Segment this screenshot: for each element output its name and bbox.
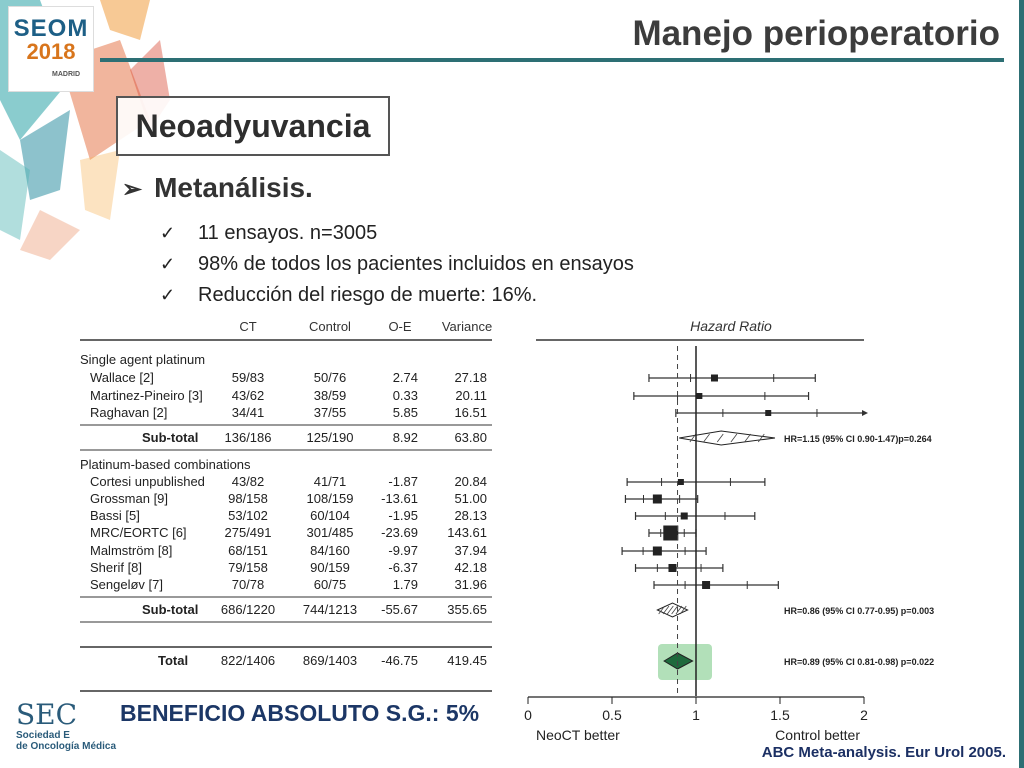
row-label: Martinez-Pineiro [3] bbox=[90, 388, 203, 403]
logo-line2: 2018 bbox=[26, 39, 76, 64]
cell-control: 60/104 bbox=[310, 508, 350, 523]
cell-control: 869/1403 bbox=[302, 653, 358, 668]
logo-line1: SEOM bbox=[13, 15, 89, 42]
cell-variance: 16.51 bbox=[454, 405, 487, 420]
cell-ct: 98/158 bbox=[228, 491, 268, 506]
cell-ct: 53/102 bbox=[228, 508, 268, 523]
column-header-ct: CT bbox=[239, 319, 257, 334]
column-header-oe: O-E bbox=[388, 319, 412, 334]
cell-control: 37/55 bbox=[313, 405, 347, 420]
point-estimate-square bbox=[653, 547, 662, 556]
cell-ct: 136/186 bbox=[224, 430, 272, 445]
logo-line3: MADRID bbox=[52, 71, 80, 78]
cell-variance: 31.96 bbox=[454, 577, 487, 592]
point-estimate-square bbox=[696, 393, 702, 399]
cell-ct: 59/83 bbox=[231, 370, 265, 385]
sec-logo-title: SEC bbox=[16, 698, 78, 731]
absolute-benefit-label: BENEFICIO ABSOLUTO S.G.: 5% bbox=[120, 700, 480, 726]
chart-title: Hazard Ratio bbox=[690, 318, 772, 334]
point-estimate-square bbox=[711, 375, 718, 382]
cell-oe: 8.92 bbox=[392, 430, 418, 445]
point-estimate-square bbox=[702, 581, 710, 589]
cell-control: 84/160 bbox=[310, 543, 350, 558]
point-estimate-square bbox=[678, 479, 684, 485]
cell-variance: 20.84 bbox=[454, 474, 487, 489]
subtotal-diamond bbox=[679, 431, 775, 445]
checkmark-icon: ✓ bbox=[160, 223, 176, 243]
row-label: Malmström [8] bbox=[90, 543, 173, 558]
cell-oe: -46.75 bbox=[381, 653, 418, 668]
cell-oe: -1.87 bbox=[388, 474, 418, 489]
row-label: MRC/EORTC [6] bbox=[90, 525, 187, 540]
cell-variance: 28.13 bbox=[454, 508, 487, 523]
cell-oe: -23.69 bbox=[381, 525, 418, 540]
total-hr-text: HR=0.89 (95% CI 0.81-0.98) p=0.022 bbox=[784, 657, 935, 667]
cell-variance: 37.94 bbox=[454, 543, 487, 558]
row-label: Sherif [8] bbox=[90, 560, 143, 575]
point-estimate-square bbox=[765, 410, 771, 416]
x-axis-tick-label: 1.5 bbox=[770, 707, 790, 723]
cell-variance: 20.11 bbox=[455, 388, 487, 403]
subtotal-hr-text: HR=1.15 (95% CI 0.90-1.47)p=0.264 bbox=[784, 434, 932, 444]
row-label: Sengeløv [7] bbox=[90, 577, 163, 592]
cell-control: 108/159 bbox=[306, 491, 354, 506]
subtotal-hr-text: HR=0.86 (95% CI 0.77-0.95) p=0.003 bbox=[784, 606, 935, 616]
cell-control: 41/71 bbox=[313, 474, 347, 489]
cell-ct: 43/82 bbox=[231, 474, 265, 489]
cell-variance: 51.00 bbox=[454, 491, 487, 506]
cell-ct: 43/62 bbox=[231, 388, 265, 403]
row-label: Raghavan [2] bbox=[90, 405, 168, 420]
cell-control: 301/485 bbox=[306, 525, 354, 540]
column-header-variance: Variance bbox=[441, 319, 493, 334]
point-estimate-square bbox=[663, 526, 678, 541]
x-axis-tick-label: 1 bbox=[692, 707, 700, 723]
cell-variance: 419.45 bbox=[447, 653, 487, 668]
checkmark-icon: ✓ bbox=[160, 254, 176, 274]
sec-logo-line1: Sociedad E bbox=[16, 730, 70, 741]
point-estimate-square bbox=[653, 495, 662, 504]
page-title: Manejo perioperatorio bbox=[632, 14, 1000, 53]
cell-ct: 34/41 bbox=[231, 405, 265, 420]
row-label: Grossman [9] bbox=[90, 491, 169, 506]
cell-ct: 275/491 bbox=[224, 525, 272, 540]
sec-logo-line2: de Oncología Médica bbox=[16, 741, 117, 752]
cell-oe: -13.61 bbox=[381, 491, 418, 506]
bullet-text: Reducción del riesgo de muerte: 16%. bbox=[198, 284, 538, 306]
checkmark-icon: ✓ bbox=[160, 285, 176, 305]
cell-oe: -6.37 bbox=[388, 560, 418, 575]
arrow-bullet-icon: ➢ bbox=[122, 176, 143, 203]
cell-control: 125/190 bbox=[306, 430, 354, 445]
cell-control: 38/59 bbox=[313, 388, 347, 403]
row-label: Cortesi unpublished bbox=[90, 474, 205, 489]
bullet-text: 98% de todos los pacientes incluidos en ensayos bbox=[198, 253, 634, 275]
cell-oe: 5.85 bbox=[392, 405, 418, 420]
ci-arrow bbox=[862, 410, 868, 416]
cell-oe: 0.33 bbox=[392, 388, 418, 403]
cell-control: 90/159 bbox=[310, 560, 350, 575]
cell-ct: 79/158 bbox=[228, 560, 268, 575]
row-label: Sub-total bbox=[142, 430, 199, 445]
cell-control: 60/75 bbox=[313, 577, 347, 592]
column-header-control: Control bbox=[309, 319, 351, 334]
cell-variance: 355.65 bbox=[447, 602, 487, 617]
cell-variance: 42.18 bbox=[454, 560, 487, 575]
x-axis-label-right: Control better bbox=[775, 727, 860, 743]
x-axis-tick-label: 2 bbox=[860, 707, 868, 723]
cell-control: 50/76 bbox=[313, 370, 347, 385]
point-estimate-square bbox=[668, 564, 676, 572]
cell-variance: 63.80 bbox=[454, 430, 487, 445]
cell-oe: 1.79 bbox=[392, 577, 418, 592]
row-label: Wallace [2] bbox=[90, 370, 154, 385]
sec-logo bbox=[16, 700, 116, 752]
row-label: Total bbox=[158, 653, 189, 668]
cell-oe: -55.67 bbox=[381, 602, 418, 617]
group-label: Platinum-based combinations bbox=[80, 457, 251, 472]
section-title: Neoadyuvancia bbox=[135, 108, 371, 144]
x-axis-label-left: NeoCT better bbox=[536, 727, 620, 743]
cell-ct: 686/1220 bbox=[220, 602, 276, 617]
cell-oe: -9.97 bbox=[388, 543, 418, 558]
group-label: Single agent platinum bbox=[80, 352, 206, 367]
x-axis-tick-label: 0.5 bbox=[602, 707, 622, 723]
cell-ct: 70/78 bbox=[231, 577, 265, 592]
cell-oe: 2.74 bbox=[392, 370, 418, 385]
bullet-text: 11 ensayos. n=3005 bbox=[198, 222, 378, 244]
row-label: Sub-total bbox=[142, 602, 199, 617]
citation: ABC Meta-analysis. Eur Urol 2005. bbox=[761, 744, 1006, 761]
cell-variance: 143.61 bbox=[447, 525, 487, 540]
cell-variance: 27.18 bbox=[454, 370, 487, 385]
cell-oe: -1.95 bbox=[388, 508, 418, 523]
row-label: Bassi [5] bbox=[90, 508, 140, 523]
cell-control: 744/1213 bbox=[302, 602, 358, 617]
point-estimate-square bbox=[681, 513, 688, 520]
subsection-title: Metanálisis. bbox=[154, 172, 313, 203]
cell-ct: 68/151 bbox=[228, 543, 268, 558]
cell-ct: 822/1406 bbox=[220, 653, 276, 668]
x-axis-tick-label: 0 bbox=[524, 707, 532, 723]
